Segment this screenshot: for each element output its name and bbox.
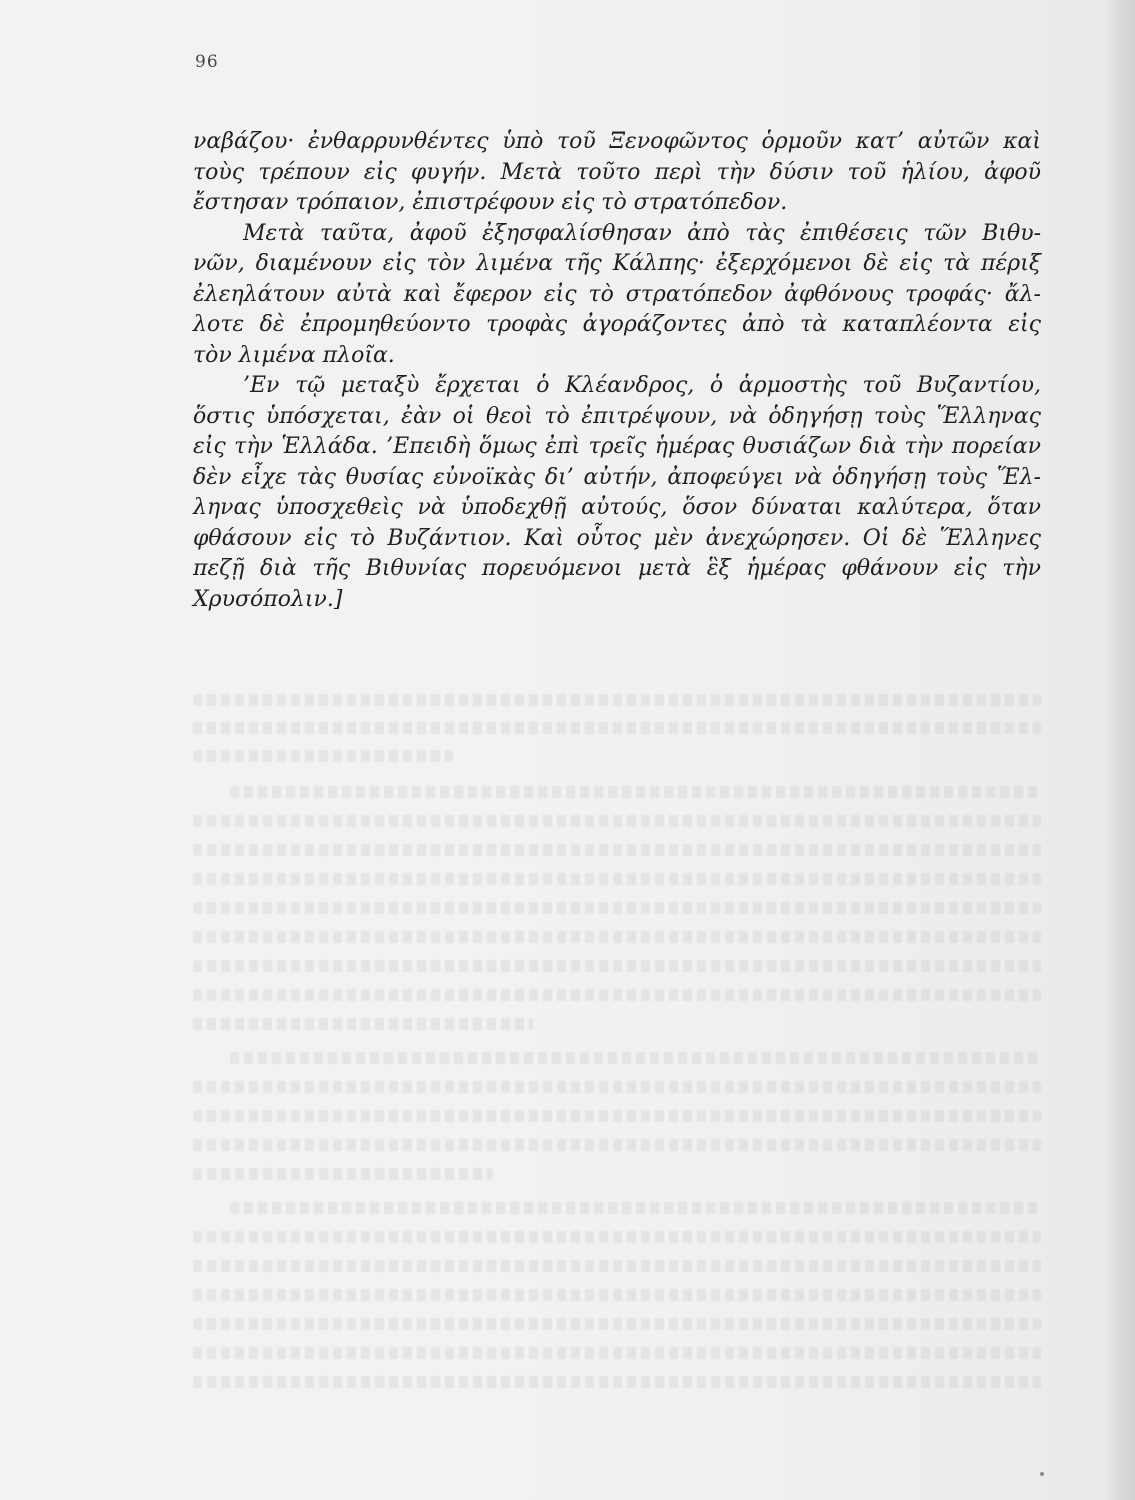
show-through-line: [230, 1202, 1040, 1214]
show-through-line: [193, 1318, 1041, 1330]
show-through-line: [193, 1289, 1041, 1301]
show-through-line: [193, 989, 1041, 1001]
show-through-line: [193, 815, 1041, 827]
show-through-line: [193, 722, 1041, 734]
show-through-line: [193, 1168, 493, 1180]
show-through-line: [193, 1231, 1041, 1243]
show-through-line: [193, 694, 1041, 706]
show-through-line: [193, 750, 453, 762]
show-through-line: [193, 844, 1041, 856]
text-line: εἰς τὴν Ἑλλάδα. ’Επειδὴ ὅμως ἐπὶ τρεῖς ἡμέρας θυσιάζων διὰ τὴν πορείαν: [193, 434, 1041, 459]
show-through-line: [193, 902, 1041, 914]
paragraph-start-line: Μετὰ ταῦτα, ἀφοῦ ἐξησφαλίσθησαν ἀπὸ τὰς ἐπιθέσεις τῶν Βιθυ-: [243, 220, 1041, 246]
page-edge-shadow: [1106, 0, 1135, 1500]
show-through-line: [193, 960, 1041, 972]
show-through-line: [193, 873, 1041, 885]
text-line: ὅστις ὑπόσχεται, ἐὰν οἱ θεοὶ τὸ ἐπιτρέψουν, νὰ ὁδηγήσῃ τοὺς Ἕλληνας: [193, 403, 1041, 429]
text-line: Χρυσόπολιν.]: [193, 586, 343, 612]
show-through-line: [193, 1018, 533, 1030]
ink-speck: [1040, 1472, 1044, 1476]
paragraph-start-line: ’Εν τῷ μεταξὺ ἔρχεται ὁ Κλέανδρος, ὁ ἁρμοστὴς τοῦ Βυζαντίου,: [243, 373, 1041, 398]
show-through-line: [193, 1260, 1041, 1272]
text-line: ἔστησαν τρόπαιον, ἐπιστρέφουν εἰς τὸ στρατόπεδον.: [193, 190, 788, 215]
show-through-line: [230, 786, 1040, 798]
text-line: δὲν εἶχε τὰς θυσίας εὐνοϊκὰς δι’ αὐτήν, ἀποφεύγει νὰ ὁδηγήσῃ τοὺς Ἕλ-: [193, 464, 1041, 490]
text-line: φθάσουν εἰς τὸ Βυζάντιον. Καὶ οὗτος μὲν ἀνεχώρησεν. Οἱ δὲ Ἕλληνες: [193, 525, 1041, 551]
text-line: ναβάζου· ἐνθαρρυνθέντες ὑπὸ τοῦ Ξενοφῶντος ὁρμοῦν κατ’ αὐτῶν καὶ: [193, 129, 1041, 154]
body-text: [193, 127, 1041, 615]
show-through-line: [193, 1347, 1041, 1359]
text-line: λοτε δὲ ἐπρομηθεύοντο τροφὰς ἀγοράζοντες ἀπὸ τὰ καταπλέοντα εἰς: [193, 312, 1041, 337]
text-line: νῶν, διαμένουν εἰς τὸν λιμένα τῆς Κάλπης· ἐξερχόμενοι δὲ εἰς τὰ πέριξ: [193, 251, 1041, 276]
text-line: ἐλεηλάτουν αὐτὰ καὶ ἔφερον εἰς τὸ στρατόπεδον ἀφθόνους τροφάς· ἄλ-: [193, 281, 1041, 307]
show-through-line: [193, 1081, 1041, 1093]
text-line: τὸν λιμένα πλοῖα.: [193, 342, 395, 368]
show-through-line: [193, 1376, 1041, 1388]
text-line: πεζῇ διὰ τῆς Βιθυνίας πορευόμενοι μετὰ ἓξ ἡμέρας φθάνουν εἰς τὴν: [193, 556, 1041, 581]
show-through-line: [193, 1139, 1041, 1151]
text-line: ληνας ὑποσχεθεὶς νὰ ὑποδεχθῇ αὐτούς, ὅσον δύναται καλύτερα, ὅταν: [193, 495, 1041, 520]
show-through-line: [230, 1052, 1040, 1064]
page-number: 96: [195, 52, 219, 72]
show-through-line: [193, 931, 1041, 943]
show-through-line: [193, 1110, 1041, 1122]
text-line: τοὺς τρέπουν εἰς φυγήν. Μετὰ τοῦτο περὶ τὴν δύσιν τοῦ ἡλίου, ἀφοῦ: [193, 159, 1041, 185]
